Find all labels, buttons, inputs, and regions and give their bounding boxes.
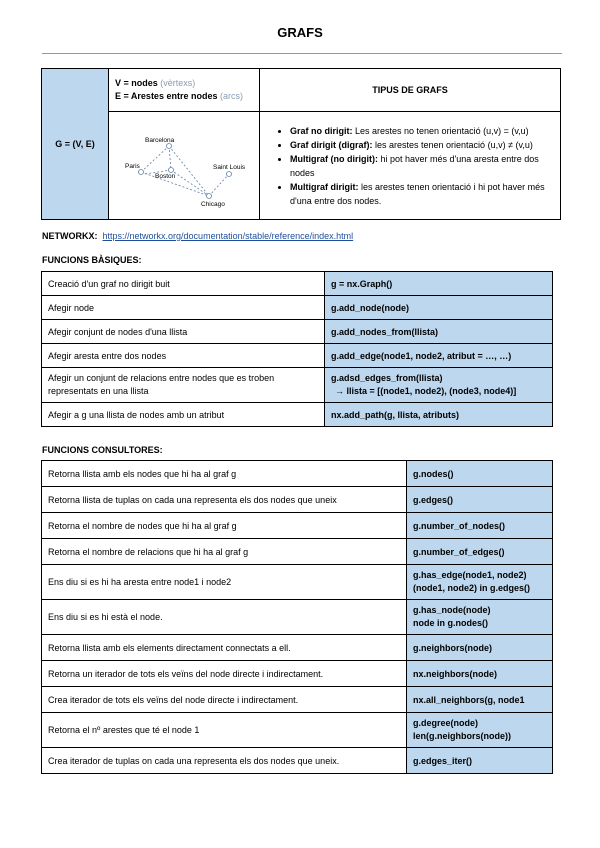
row-code: g.number_of_nodes() [407, 513, 553, 539]
row-code [407, 565, 553, 600]
row-desc: Retorna el nombre de relacions que hi ha al graf g [42, 539, 407, 565]
table-row [42, 513, 553, 539]
graph-diagram-cell [109, 112, 260, 220]
row-desc: Afegir conjunt de nodes d'una llista [42, 320, 325, 344]
table-row [42, 487, 553, 513]
networkx-line [42, 231, 353, 241]
label-boston: Boston [155, 173, 176, 180]
row-code: g.add_node(node) [325, 296, 553, 320]
type-name: Graf dirigit (digraf): [290, 139, 373, 150]
edge-barcelona-chicago [169, 146, 209, 196]
graph-type-item [290, 138, 554, 152]
v-suffix: (vèrtexs) [160, 78, 196, 88]
networkx-link[interactable]: https://networkx.org/documentation/stable/reference/index.html [102, 231, 354, 241]
graph-types-cell [260, 112, 561, 220]
networkx-label: NETWORKX: [42, 231, 98, 241]
row-code [325, 368, 553, 403]
node-saintlouis [227, 172, 232, 177]
type-name: Multigraf dirigit: [290, 181, 359, 192]
row-desc: Retorna llista amb els elements directament connectats a ell. [42, 635, 407, 661]
row-desc: Crea iterador de tots els veïns del node directe i indirectament. [42, 687, 407, 713]
table-row [42, 368, 553, 403]
e-suffix: (arcs) [219, 91, 243, 101]
row-desc: Afegir a g una llista de nodes amb un atribut [42, 403, 325, 427]
row-desc: Crea iterador de tuplas on cada una representa els dos nodes que uneix. [42, 748, 407, 774]
table-row [42, 539, 553, 565]
node-barcelona [167, 144, 172, 149]
e-prefix: E = Arestes entre nodes [115, 91, 220, 101]
row-code: g.nodes() [407, 461, 553, 487]
table-row [42, 565, 553, 600]
row-code: g.neighbors(node) [407, 635, 553, 661]
table-row [42, 272, 553, 296]
type-desc: Les arestes no tenen orientació (u,v) = (v,u) [352, 125, 529, 136]
type-name: Multigraf (no dirigit): [290, 153, 378, 164]
row-desc: Retorna el nº arestes que té el node 1 [42, 713, 407, 748]
graph-definition-table [41, 68, 561, 220]
graph-type-item [290, 124, 554, 138]
table-row [42, 635, 553, 661]
table-row [42, 661, 553, 687]
row-code: g.add_edge(node1, node2, atribut = …, …) [325, 344, 553, 368]
consult-functions-table [41, 460, 553, 774]
row-code: nx.neighbors(node) [407, 661, 553, 687]
row-desc: Retorna el nombre de nodes que hi ha al graf g [42, 513, 407, 539]
edge-boston-chicago [171, 170, 209, 196]
code-line: g.has_edge(node1, node2) [413, 570, 527, 580]
label-paris: Paris [125, 163, 140, 170]
label-saintlouis: Saint Louis [213, 164, 246, 171]
row-desc: Afegir aresta entre dos nodes [42, 344, 325, 368]
node-boston [169, 168, 174, 173]
table-row [42, 748, 553, 774]
page-title: GRAFS [277, 25, 323, 40]
row-code: nx.add_path(g, llista, atributs) [325, 403, 553, 427]
label-barcelona: Barcelona [145, 137, 175, 144]
graph-types-list [276, 124, 554, 208]
table-row [42, 320, 553, 344]
row-desc: Retorna un iterador de tots els veïns del node directe i indirectament. [42, 661, 407, 687]
table-row [42, 600, 553, 635]
row-desc: Retorna llista amb els nodes que hi ha al graf g [42, 461, 407, 487]
row-code: g = nx.Graph() [325, 272, 553, 296]
table-row [42, 687, 553, 713]
basic-functions-table [41, 271, 553, 427]
node-chicago [207, 194, 212, 199]
graph-label: G = (V, E) [42, 69, 109, 220]
code-line: (node1, node2) in g.edges() [413, 583, 531, 593]
type-name: Graf no dirigit: [290, 125, 353, 136]
code-line: len(g.neighbors(node)) [413, 731, 511, 741]
type-desc: hi pot haver més d'una aresta entre dos nodes [290, 153, 539, 178]
edge-barcelona-boston [169, 146, 171, 170]
table-row [42, 713, 553, 748]
row-code: nx.all_neighbors(g, node1 [407, 687, 553, 713]
type-desc: les arestes tenen orientació (u,v) ≠ (v,u) [372, 139, 533, 150]
type-desc: les arestes tenen orientació i hi pot haver més d'una entre dos nodes. [290, 181, 545, 206]
graph-type-item [290, 152, 554, 180]
row-code: g.number_of_edges() [407, 539, 553, 565]
label-chicago: Chicago [201, 201, 225, 208]
row-desc: Afegir node [42, 296, 325, 320]
types-header: TIPUS DE GRAFS [260, 69, 561, 112]
row-desc: Retorna llista de tuplas on cada una representa els dos nodes que uneix [42, 487, 407, 513]
table-row [42, 403, 553, 427]
table-row [42, 461, 553, 487]
code-line: → llista = [(node1, node2), (node3, node4)] [335, 386, 517, 396]
graph-diagram [109, 112, 257, 219]
row-code [407, 713, 553, 748]
row-code: g.add_nodes_from(llista) [325, 320, 553, 344]
title-divider [42, 53, 562, 54]
v-prefix: V = nodes [115, 78, 161, 88]
edge-barcelona-paris [141, 146, 169, 172]
basic-functions-heading: FUNCIONS BÀSIQUES: [42, 255, 142, 265]
row-desc: Afegir un conjunt de relacions entre nodes que es troben representats en una llista [42, 368, 325, 403]
row-code: g.edges_iter() [407, 748, 553, 774]
consult-functions-heading: FUNCIONS CONSULTORES: [42, 445, 163, 455]
code-line: g.has_node(node) [413, 605, 491, 615]
edge-chicago-saintlouis [209, 174, 229, 196]
code-line: g.adsd_edges_from(llista) [331, 373, 443, 383]
row-desc: Creació d'un graf no dirigit buit [42, 272, 325, 296]
table-row [42, 296, 553, 320]
row-code [407, 600, 553, 635]
vertex-edge-definition [109, 69, 260, 112]
row-code: g.edges() [407, 487, 553, 513]
code-line: g.degree(node) [413, 718, 479, 728]
node-paris [139, 170, 144, 175]
table-row [42, 344, 553, 368]
row-desc: Ens diu si es hi ha aresta entre node1 i node2 [42, 565, 407, 600]
graph-type-item [290, 180, 554, 208]
code-line: node in g.nodes() [413, 618, 488, 628]
row-desc: Ens diu si es hi està el node. [42, 600, 407, 635]
